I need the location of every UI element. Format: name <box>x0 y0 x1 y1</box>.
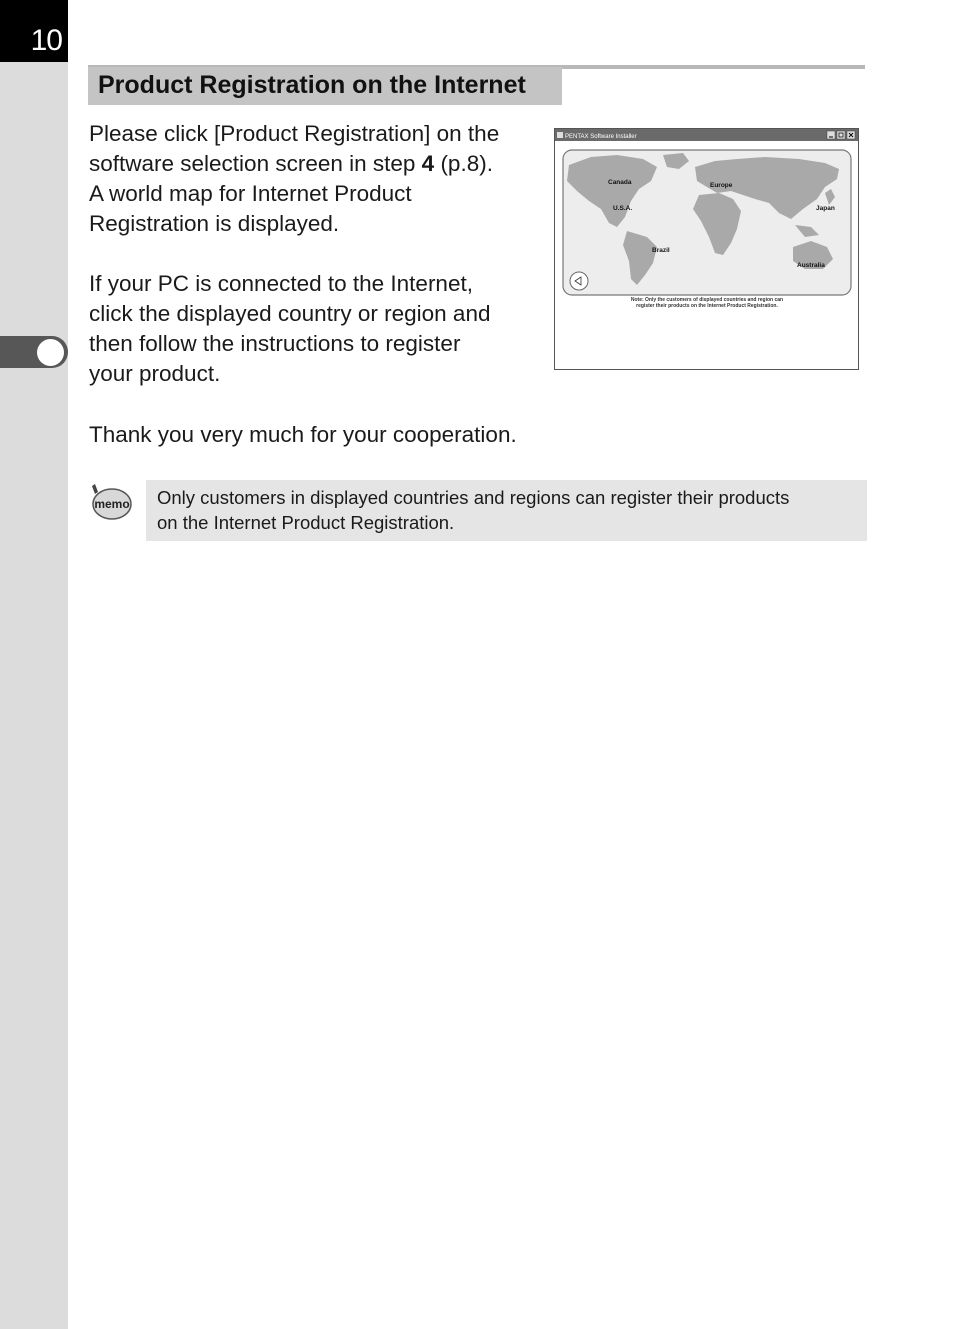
memo-icon <box>88 484 134 529</box>
installer-screenshot <box>554 128 859 370</box>
memo-icon-label: memo <box>94 497 130 511</box>
installer-window <box>555 129 858 369</box>
step-number: 4 <box>421 151 435 176</box>
page-number: 10 <box>30 24 62 57</box>
text-line: If your PC is connected to the Internet, <box>89 271 473 296</box>
page-number-box <box>0 0 68 62</box>
side-margin-strip <box>0 0 68 1329</box>
region-label-canada[interactable]: Canada <box>608 179 632 186</box>
window-title: PENTAX Software Installer <box>565 134 637 140</box>
app-icon <box>557 132 563 138</box>
paragraph-thanks: Thank you very much for your cooperation. <box>89 422 517 447</box>
text-line: your product. <box>89 361 221 386</box>
text-line: A world map for Internet Product <box>89 181 412 206</box>
close-icon[interactable] <box>847 131 855 139</box>
note-line-2: register their products on the Internet Product Registration. <box>636 303 778 309</box>
text-line: click the displayed country or region and <box>89 301 491 326</box>
text-line: Please click [Product Registration] on the <box>89 121 500 146</box>
paragraph-connection <box>89 269 490 389</box>
back-arrow-icon[interactable] <box>570 272 588 290</box>
region-label-usa[interactable]: U.S.A. <box>613 205 633 212</box>
chapter-tab-dot <box>37 339 64 366</box>
region-label-brazil[interactable]: Brazil <box>652 247 670 254</box>
text-line <box>89 149 499 179</box>
minimize-icon[interactable] <box>827 131 835 139</box>
text-line: then follow the instructions to register <box>89 331 461 356</box>
region-label-japan[interactable]: Japan <box>816 205 835 212</box>
paragraph-instructions <box>89 119 499 239</box>
memo-line: Only customers in displayed countries and regions can register their products <box>157 487 790 508</box>
region-label-australia[interactable]: Australia <box>797 262 825 269</box>
note-line-1: Note: Only the customers of displayed countries and region can <box>630 297 784 303</box>
memo-line: on the Internet Product Registration. <box>157 512 455 533</box>
text-line: Registration is displayed. <box>89 211 340 236</box>
section-heading: Product Registration on the Internet <box>98 71 526 99</box>
memo-note <box>146 480 867 541</box>
text-fragment: software selection screen in step <box>89 151 422 176</box>
maximize-icon[interactable] <box>837 131 845 139</box>
text-fragment: (p.8). <box>434 151 493 176</box>
region-label-europe[interactable]: Europe <box>710 182 733 189</box>
